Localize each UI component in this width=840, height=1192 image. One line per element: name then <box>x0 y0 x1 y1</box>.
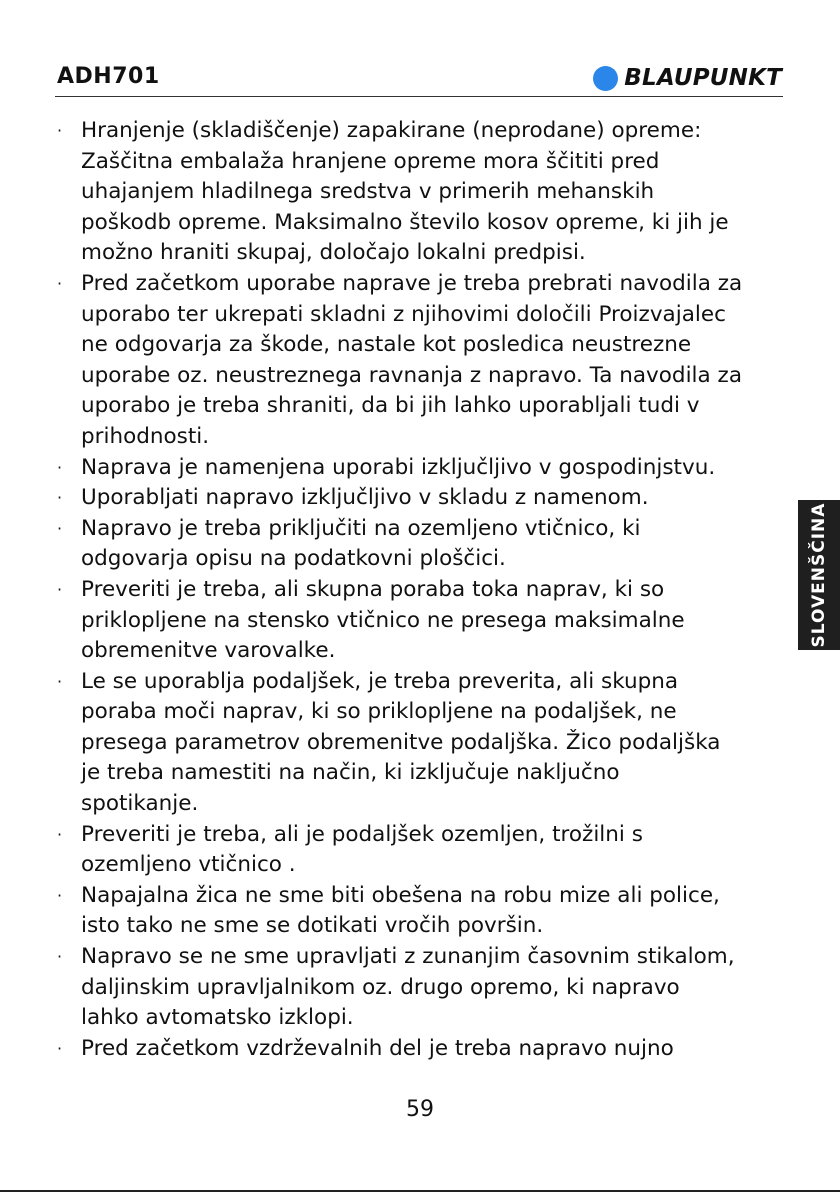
list-item <box>0 942 840 1034</box>
bullet-icon: · <box>57 885 63 905</box>
list-item-line: obremenitve varovalke. <box>81 638 336 664</box>
page-number: 59 <box>406 1097 434 1122</box>
list-item-line: poškodb opreme. Maksimalno število kosov opreme, ki jih je <box>81 209 729 235</box>
bullet-icon: · <box>57 1038 63 1058</box>
list-item-line: presega parametrov obremenitve podaljška. Žico podaljška <box>81 729 721 755</box>
list-item-line: prihodnosti. <box>81 423 210 449</box>
list-item <box>0 820 840 881</box>
list-item-line: je treba namestiti na način, ki izključuje naključno <box>81 760 620 786</box>
bullet-icon: · <box>57 121 63 140</box>
language-tab-label: SLOVENŠČINA <box>809 502 829 648</box>
language-tab <box>798 500 840 650</box>
brand-name: BLAUPUNKT <box>624 65 782 91</box>
list-item-line: poraba moči naprav, ki so priklopljene na podaljšek, ne <box>81 699 677 725</box>
safety-instructions-list <box>0 116 840 1064</box>
list-item-line: uporabo ter ukrepati skladni z njihovimi določili Proizvajalec <box>81 301 726 327</box>
list-item-line: isto tako ne sme se dotikati vročih površin. <box>81 913 544 939</box>
list-item <box>0 667 840 820</box>
list-item-line: Napravo se ne sme upravljati z zunanjim časovnim stikalom, <box>81 944 735 970</box>
list-item <box>0 453 840 484</box>
list-item-line: daljinskim upravljalnikom oz. drugo opremo, ki napravo <box>81 974 680 1000</box>
list-item-line: Hranjenje (skladiščenje) zapakirane (neprodane) opreme: <box>81 118 702 143</box>
list-item <box>0 575 840 667</box>
list-item-line: Napravo je treba priključiti na ozemljeno vtičnico, ki <box>81 515 641 541</box>
model-name: ADH701 <box>57 64 160 89</box>
bullet-icon: · <box>57 824 63 844</box>
list-item-line: uporabo je treba shraniti, da bi jih lahko uporabljali tudi v <box>81 393 700 419</box>
list-item-line: ozemljeno vtičnico . <box>81 852 296 878</box>
list-item-line: Zaščitna embalaža hranjene opreme mora ščititi pred <box>81 148 660 174</box>
list-item-line: Le se uporablja podaljšek, je treba preverita, ali skupna <box>81 668 679 694</box>
list-item-line: Uporabljati napravo izključljivo v skladu z namenom. <box>81 485 649 511</box>
brand-logo <box>593 64 782 92</box>
bullet-icon: · <box>57 488 63 508</box>
list-item-line: Preveriti je treba, ali skupna poraba toka naprav, ki so <box>81 576 665 602</box>
brand-dot-icon <box>593 66 618 91</box>
list-item-line: uporabe oz. neustreznega ravnanja z napravo. Ta navodila za <box>81 362 742 388</box>
list-item-line: Pred začetkom uporabe naprave je treba prebrati navodila za <box>81 270 743 296</box>
list-item-line: Naprava je namenjena uporabi izključljivo v gospodinjstvu. <box>81 454 716 480</box>
bullet-icon: · <box>57 457 63 477</box>
bullet-icon: · <box>57 273 63 293</box>
list-item-line: odgovarja opisu na podatkovni ploščici. <box>81 546 506 572</box>
list-item-line: spotikanje. <box>81 791 199 817</box>
list-item <box>0 483 840 514</box>
bullet-icon: · <box>57 518 63 538</box>
bullet-icon: · <box>57 947 63 967</box>
list-item-line: priklopljene na stensko vtičnico ne presega maksimalne <box>81 607 685 633</box>
bullet-icon: · <box>57 579 63 599</box>
list-item <box>0 116 840 269</box>
bullet-icon: · <box>57 671 63 691</box>
list-item-line: Pred začetkom vzdrževalnih del je treba napravo nujno <box>81 1035 674 1061</box>
list-item-line: ne odgovarja za škode, nastale kot posledica neustrezne <box>81 332 692 358</box>
list-item-line: Napajalna žica ne sme biti obešena na robu mize ali police, <box>81 882 720 908</box>
list-item <box>0 269 840 453</box>
list-item-line: uhajanjem hladilnega sredstva v primerih mehanskih <box>81 179 655 205</box>
list-item <box>0 514 840 575</box>
page-content <box>0 116 840 1064</box>
list-item-line: lahko avtomatsko izklopi. <box>81 1005 354 1031</box>
list-item-line: možno hraniti skupaj, določajo lokalni predpisi. <box>81 240 586 266</box>
list-item-line: Preveriti je treba, ali je podaljšek ozemljen, trožilni s <box>81 821 643 847</box>
header-divider <box>55 96 783 97</box>
list-item <box>0 1034 840 1065</box>
list-item <box>0 881 840 942</box>
